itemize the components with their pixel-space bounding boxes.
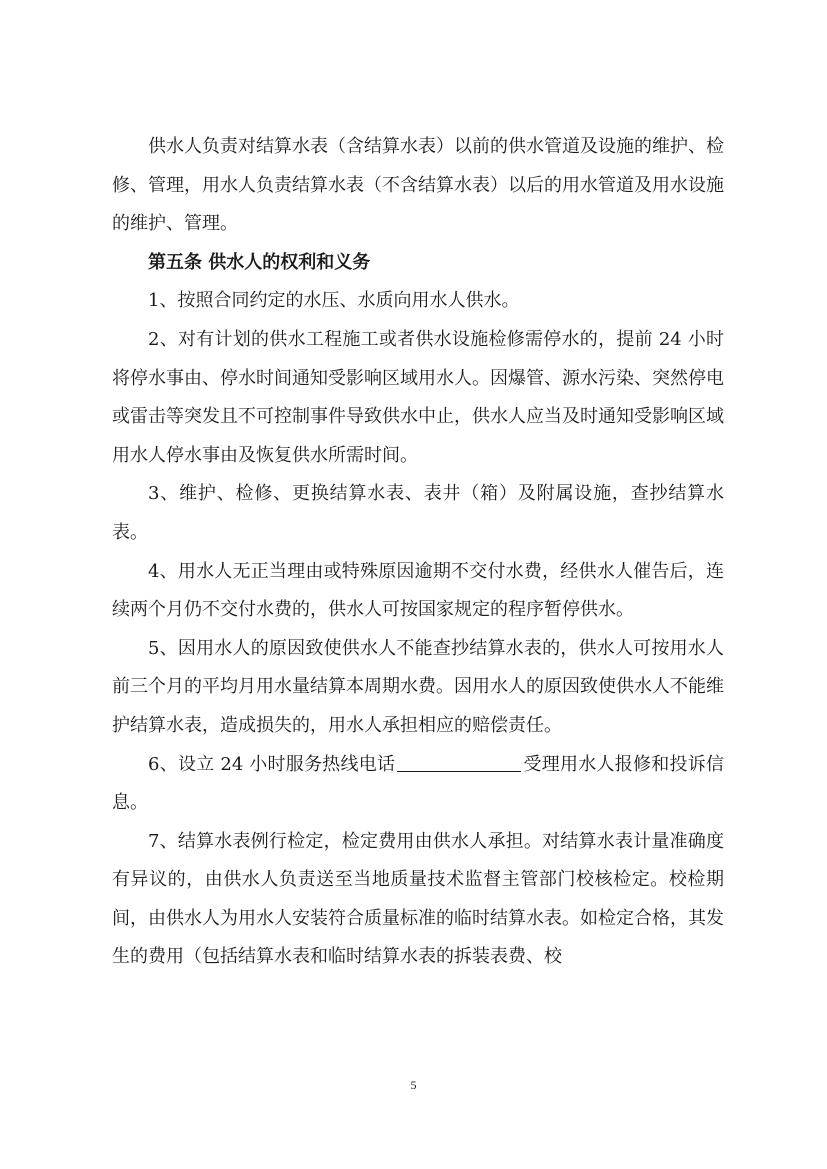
hotline-text-before: 6、设立 24 小时服务热线电话 [148,753,396,775]
hotline-text-after: 受理用水人报修和投诉信息。 [112,753,724,814]
paragraph-item-1: 1、按照合同约定的水压、水质向用水人供水。 [148,290,520,312]
paragraph-item-3: 3、维护、检修、更换结算水表、表井（箱）及附属设施，查抄结算水表。 [112,483,724,543]
hotline-blank-line [397,770,521,772]
paragraph-item-4: 4、用水人无正当理由或特殊原因逾期不交付水费，经供水人催告后，连续两个月仍不交付水费的，供水人可按国家规定的程序暂停供水。 [112,560,724,621]
paragraph-maintenance-responsibility: 供水人负责对结算水表（含结算水表）以前的供水管道及设施的维护、检修、管理，用水人负责结算水表（不含结算水表）以后的用水管道及用水设施的维护、管理。 [112,136,724,235]
document-body [112,128,724,977]
paragraph-item-5: 5、因用水人的原因致使供水人不能查抄结算水表的，供水人可按用水人前三个月的平均月用水量结算本周期水费。因用水人的原因致使供水人不能维护结算水表，造成损失的，用水人承担相应的赔偿责任。 [112,637,724,736]
section-heading-article-5: 第五条 供水人的权利和义务 [148,251,371,273]
paragraph-item-7: 7、结算水表例行检定，检定费用由供水人承担。对结算水表计量准确度有异议的，由供水人负责送至当地质量技术监督主管部门校核检定。校检期间，由供水人为用水人安装符合质量标准的临时结算水表。如检定合格，其发生的费用（包括结算水表和临时结算水表的拆装表费、校 [112,830,724,968]
page-number: 5 [410,1078,417,1092]
paragraph-item-2: 2、对有计划的供水工程施工或者供水设施检修需停水的，提前 24 小时将停水事由、停水时间通知受影响区域用水人。因爆管、源水污染、突然停电或雷击等突发且不可控制事件导致供水中止，供水人应当及时通知受影响区域用水人停水事由及恢复供水所需时间。 [112,328,724,466]
paragraph-item-6 [112,746,724,823]
